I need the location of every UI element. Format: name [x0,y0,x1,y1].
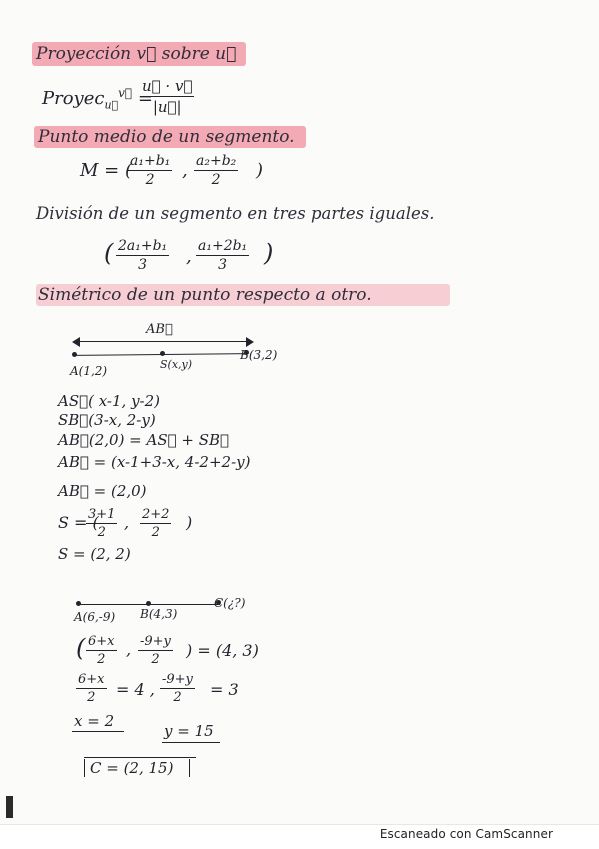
point-a2-label: A(6,-9) [74,610,116,624]
division-f1-num: 2a₁+b₁ [118,238,168,254]
s-eq-frac-1 [86,507,117,540]
division-frac-2 [196,238,249,273]
s-eq-lhs: S = ( [58,513,99,532]
c-parts-frac-1 [76,672,107,705]
vector-ab-label: AB⃗ [146,322,173,337]
division-f2-num: a₁+2b₁ [198,238,248,254]
c-eq-f2-den: 2 [151,652,160,667]
point-s-label: S(x,y) [160,358,193,371]
midpoint-frac-2 [194,153,238,188]
arrow-head-left-icon [72,337,80,347]
scanner-footer-text: Escaneado con CamScanner [379,827,553,841]
projection-lhs [42,86,153,112]
c-parts-frac-2 [160,672,195,705]
step-line-5: AB⃗ = (2,0) [58,482,147,500]
projection-den: |u⃗| [152,98,182,116]
arrow-head-right-icon [246,337,254,347]
midpoint-f2-num: a₂+b₂ [196,153,237,169]
point-b2-dot [146,601,151,606]
c-eq-open: ( [76,634,86,662]
s-eq-f2-den: 2 [151,525,160,540]
projection-num: u⃗ · v⃗ [142,77,193,95]
point-a-dot [72,352,77,357]
c-parts-eq1: = 4 , [116,680,155,699]
c-eq-frac-1 [86,634,117,667]
midpoint-comma: , [182,160,188,181]
c-parts-f1-num: 6+x [78,672,105,687]
c-eq-comma: , [126,640,132,659]
y-result-underline [162,742,220,743]
corner-mark [6,796,13,818]
x-result: x = 2 [74,712,115,730]
c-parts-f2-den: 2 [173,690,182,705]
step-line-1: AS⃗( x-1, y-2) [58,392,161,410]
step-line-3: AB⃗(2,0) = AS⃗ + SB⃗ [58,431,230,449]
s-eq-f1-den: 2 [97,525,106,540]
step-line-4: AB⃗ = (x-1+3-x, 4-2+2-y) [58,453,251,471]
s-result: S = (2, 2) [58,545,131,563]
midpoint-f1-num: a₁+b₁ [130,153,171,169]
projection-sub: u⃗ [104,98,119,112]
c-eq-f1-num: 6+x [88,634,115,649]
point-a-label: A(1,2) [70,364,108,378]
c-result: C = (2, 15) [90,759,174,777]
midpoint-f2-den: 2 [211,172,221,188]
c-eq-close: ) = (4, 3) [186,641,259,660]
s-eq-f1-num: 3+1 [88,507,116,522]
projection-lhs-text: Proyec [42,88,105,109]
c-parts-eq2: = 3 [210,680,239,699]
midpoint-close: ) [256,160,264,181]
heading-midpoint: Punto medio de un segmento. [38,127,295,147]
point-a2-dot [76,601,81,606]
division-comma: , [186,246,192,267]
y-result: y = 15 [164,722,214,740]
division-frac-1 [116,238,169,273]
c-eq-f1-den: 2 [97,652,106,667]
projection-vec: v⃗ [118,86,133,100]
s-eq-f2-num: 2+2 [142,507,170,522]
c-eq-f2-num: -9+y [140,634,171,649]
midpoint-frac-1 [128,153,172,188]
s-eq-frac-2 [140,507,171,540]
division-close: ) [264,239,274,267]
midpoint-lhs: M = ( [80,160,132,181]
c-eq-frac-2 [138,634,173,667]
heading-projection: Proyección v⃗ sobre u⃗ [36,44,237,64]
s-eq-close: ) [186,513,193,532]
point-b-label: B(3,2) [240,348,278,362]
step-line-2: SB⃗(3-x, 2-y) [58,411,156,429]
point-c2-label: C(¿?) [214,596,246,610]
midpoint-f1-den: 2 [145,172,155,188]
point-b2-label: B(4,3) [140,607,178,621]
projection-eq: = [137,88,153,109]
division-f1-den: 3 [138,257,148,273]
point-s-dot [160,351,165,356]
projection-fraction [137,77,194,116]
division-open: ( [104,239,114,267]
scanner-footer [0,824,599,849]
division-f2-den: 3 [218,257,228,273]
s-eq-comma: , [124,513,130,532]
x-result-underline [72,731,124,732]
heading-symmetric: Simétrico de un punto respecto a otro. [38,285,372,305]
c-parts-f1-den: 2 [87,690,96,705]
c-parts-f2-num: -9+y [162,672,193,687]
vector-ab-arrow [78,341,250,342]
heading-division: División de un segmento en tres partes iguales. [36,204,435,223]
